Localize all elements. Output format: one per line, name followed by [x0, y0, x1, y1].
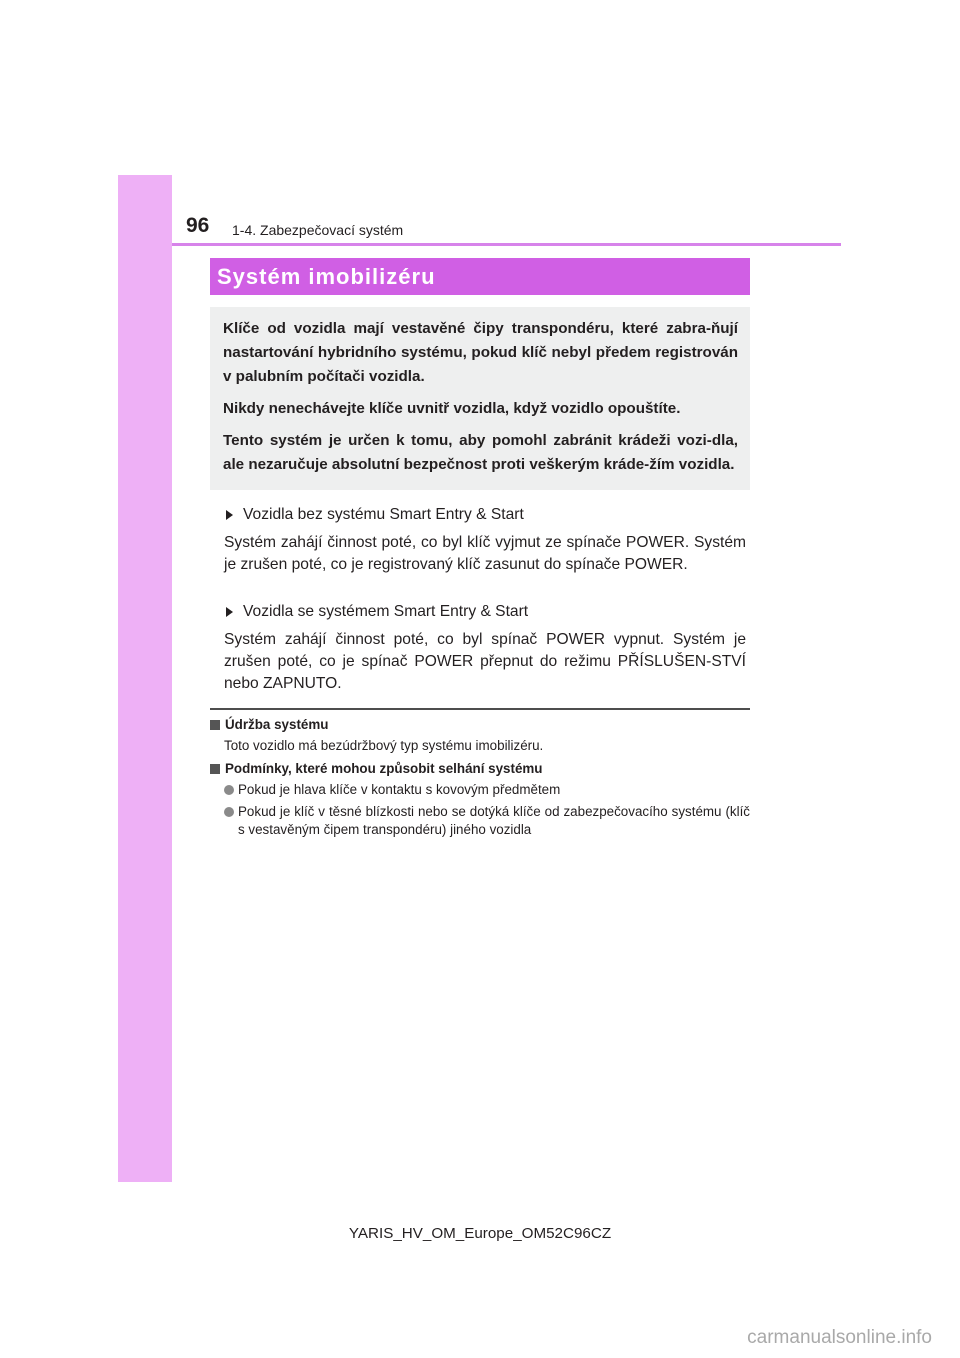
note-heading: Podmínky, které mohou způsobit selhání systému — [210, 760, 542, 778]
section-title: Systém imobilizéru — [210, 258, 750, 295]
notes-divider — [210, 708, 750, 710]
variant-text: Systém zahájí činnost poté, co byl klíč vyjmut ze spínače POWER. Systém je zrušen poté, co je registrovaný klíč zasunut do spínače POWER. — [224, 534, 746, 573]
document-footer: YARIS_HV_OM_Europe_OM52C96CZ — [348, 1225, 612, 1242]
square-bullet-icon — [210, 720, 220, 730]
intro-paragraph: Tento systém je určen k tomu, aby pomohl zabránit krádeži vozi-dla, ale nezaručuje absolutní bezpečnost proti veškerým kráde-žím vozidla. — [223, 432, 738, 473]
intro-box — [210, 307, 750, 490]
header-rule — [172, 243, 841, 246]
page-number: 96 — [186, 214, 210, 237]
triangle-bullet-icon — [226, 510, 233, 520]
list-item: Pokud je hlava klíče v kontaktu s kovovým předmětem — [224, 781, 750, 799]
triangle-bullet-icon — [226, 607, 233, 617]
note-text: Toto vozidlo má bezúdržbový typ systému imobilizéru. — [224, 738, 544, 753]
square-bullet-icon — [210, 764, 220, 774]
intro-paragraph: Klíče od vozidla mají vestavěné čipy transpondéru, které zabra-ňují nastartování hybridního systému, pokud klíč nebyl předem registrován v palubním počítači vozidla. — [223, 320, 738, 385]
list-item: Pokud je klíč v těsné blízkosti nebo se dotýká klíče od zabezpečovacího systému (klíč s vestavěným čipem transpondéru) jiného vozidla — [224, 803, 750, 839]
side-tab — [118, 175, 172, 1182]
round-bullet-icon — [224, 807, 234, 817]
round-bullet-icon — [224, 785, 234, 795]
variant-heading: Vozidla bez systému Smart Entry & Start — [224, 504, 524, 526]
chapter-title: 1-4. Zabezpečovací systém — [232, 222, 404, 238]
variant-text: Systém zahájí činnost poté, co byl spínač POWER vypnut. Systém je zrušen poté, co je spínač POWER přepnut do režimu PŘÍSLUŠEN-STVÍ nebo ZAPNUTO. — [224, 631, 746, 692]
variant-heading: Vozidla se systémem Smart Entry & Start — [224, 601, 528, 623]
intro-paragraph: Nikdy nenechávejte klíče uvnitř vozidla, když vozidlo opouštíte. — [223, 400, 681, 417]
note-heading: Údržba systému — [210, 716, 328, 734]
watermark: carmanualsonline.info — [747, 1327, 932, 1348]
